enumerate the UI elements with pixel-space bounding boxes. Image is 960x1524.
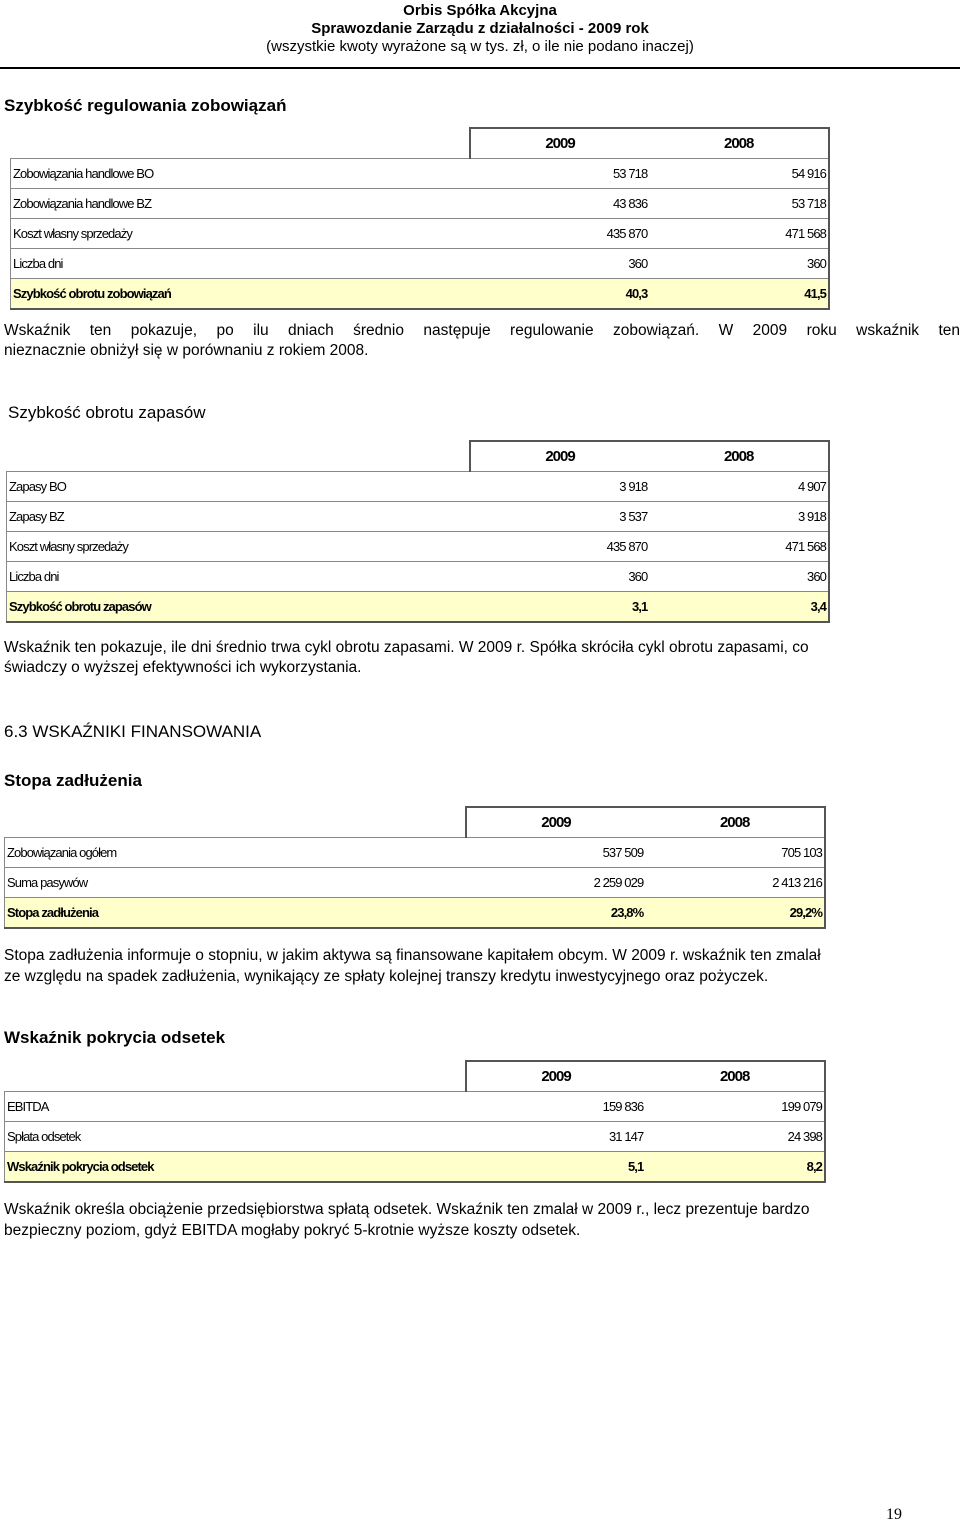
- value-2009: 435 870: [470, 532, 650, 562]
- table-summary-row: [5, 898, 826, 929]
- table-row: [7, 562, 830, 592]
- table-row: [5, 1122, 826, 1152]
- row-label: Spłata odsetek: [5, 1122, 466, 1152]
- row-label: Zapasy BZ: [7, 502, 470, 532]
- debt-description-line2: ze względu na spadek zadłużenia, wynikający ze spłaty kolejnej transzy kredytu inwestycyjnego oraz pożyczek.: [4, 968, 769, 985]
- value-2008: 24 398: [645, 1122, 825, 1152]
- inventory-turnover-table: [6, 440, 830, 623]
- section-title-liabilities-turnover: Szybkość regulowania zobowiązań: [4, 96, 287, 115]
- section-title-inventory-turnover: Szybkość obrotu zapasów: [8, 403, 206, 422]
- interest-description-line2: bezpieczny poziom, gdyż EBITDA mogłaby pokryć 5-krotnie wyższe koszty odsetek.: [4, 1222, 581, 1239]
- interest-description-line1: Wskaźnik określa obciążenie przedsiębiorstwa spłatą odsetek. Wskaźnik ten zmalał w 2009 r., lecz prezentuje bardzo: [4, 1201, 810, 1218]
- table-row: [5, 838, 826, 868]
- inventory-description-line1: Wskaźnik ten pokazuje, ile dni średnio trwa cykl obrotu zapasami. W 2009 r. Spółka skróciła cykl obrotu zapasami, co: [4, 639, 809, 656]
- row-label: Suma pasywów: [5, 868, 466, 898]
- table-row: [11, 219, 830, 249]
- table-row: [11, 249, 830, 279]
- table-row: [7, 502, 830, 532]
- liabilities-description-line2: nieznacznie obniżył się w porównaniu z rokiem 2008.: [4, 342, 369, 359]
- table-summary-row: [7, 592, 830, 623]
- value-2008: 360: [649, 249, 829, 279]
- value-2009: 435 870: [470, 219, 650, 249]
- interest-coverage-table: [4, 1060, 826, 1183]
- debt-ratio-table: [4, 806, 826, 929]
- value-2008: 53 718: [649, 189, 829, 219]
- row-label: Szybkość obrotu zapasów: [7, 592, 470, 623]
- value-2008: 29,2%: [645, 898, 825, 929]
- liabilities-description-line1: Wskaźnik ten pokazuje, po ilu dniach średnio następuje regulowanie zobowiązań. W 2009 roku wskaźnik ten: [4, 322, 960, 339]
- value-2009: 40,3: [470, 279, 650, 310]
- table-row: [7, 472, 830, 502]
- row-label: Zapasy BO: [7, 472, 470, 502]
- page-number: 19: [886, 1506, 902, 1523]
- report-title: Sprawozdanie Zarządu z działalności - 2009 rok: [311, 20, 649, 37]
- value-2009: 5,1: [466, 1152, 646, 1183]
- value-2009: 53 718: [470, 159, 650, 189]
- table-row: [5, 868, 826, 898]
- row-label: Zobowiązania handlowe BO: [11, 159, 470, 189]
- value-2009: 537 509: [466, 838, 646, 868]
- value-2009: 159 836: [466, 1092, 646, 1122]
- row-label: Liczba dni: [7, 562, 470, 592]
- row-label: Wskaźnik pokrycia odsetek: [5, 1152, 466, 1183]
- table-header-row: [7, 441, 830, 472]
- table-header-row: [11, 128, 830, 159]
- column-header-2009: 2009: [470, 441, 650, 472]
- value-2008: 360: [649, 562, 829, 592]
- table-row: [11, 189, 830, 219]
- value-2009: 23,8%: [466, 898, 646, 929]
- value-2008: 3,4: [649, 592, 829, 623]
- value-2009: 43 836: [470, 189, 650, 219]
- column-header-2009: 2009: [470, 128, 650, 159]
- table-summary-row: [11, 279, 830, 310]
- table-row: [5, 1092, 826, 1122]
- value-2008: 471 568: [649, 219, 829, 249]
- row-label: Stopa zadłużenia: [5, 898, 466, 929]
- value-2009: 3 537: [470, 502, 650, 532]
- value-2008: 8,2: [645, 1152, 825, 1183]
- amounts-note: (wszystkie kwoty wyrażone są w tys. zł, o ile nie podano inaczej): [266, 38, 694, 55]
- row-label: Zobowiązania ogółem: [5, 838, 466, 868]
- table-row: [7, 532, 830, 562]
- column-header-2008: 2008: [649, 128, 829, 159]
- section-heading-financing-ratios: 6.3 WSKAŹNIKI FINANSOWANIA: [4, 722, 262, 741]
- value-2009: 2 259 029: [466, 868, 646, 898]
- section-title-interest-coverage: Wskaźnik pokrycia odsetek: [4, 1028, 226, 1047]
- inventory-description-line2: świadczy o wyższej efektywności ich wykorzystania.: [4, 659, 362, 676]
- value-2009: 360: [470, 562, 650, 592]
- column-header-2008: 2008: [649, 441, 829, 472]
- column-header-2008: 2008: [645, 807, 825, 838]
- table-summary-row: [5, 1152, 826, 1183]
- value-2008: 41,5: [649, 279, 829, 310]
- column-header-2009: 2009: [466, 807, 646, 838]
- row-label: Koszt własny sprzedaży: [7, 532, 470, 562]
- column-header-2008: 2008: [645, 1061, 825, 1092]
- row-label: EBITDA: [5, 1092, 466, 1122]
- liabilities-turnover-table: [10, 127, 830, 310]
- value-2008: 471 568: [649, 532, 829, 562]
- value-2008: 2 413 216: [645, 868, 825, 898]
- value-2009: 3,1: [470, 592, 650, 623]
- row-label: Szybkość obrotu zobowiązań: [11, 279, 470, 310]
- table-header-row: [5, 1061, 826, 1092]
- table-row: [11, 159, 830, 189]
- value-2008: 705 103: [645, 838, 825, 868]
- value-2008: 3 918: [649, 502, 829, 532]
- table-header-row: [5, 807, 826, 838]
- column-header-2009: 2009: [466, 1061, 646, 1092]
- row-label: Zobowiązania handlowe BZ: [11, 189, 470, 219]
- header-divider: [0, 67, 960, 69]
- value-2009: 3 918: [470, 472, 650, 502]
- debt-description-line1: Stopa zadłużenia informuje o stopniu, w jakim aktywa są finansowane kapitałem obcym. W 2009 r. wskaźnik ten zmalał: [4, 947, 821, 964]
- company-name: Orbis Spółka Akcyjna: [403, 2, 557, 19]
- value-2008: 4 907: [649, 472, 829, 502]
- section-title-debt-ratio: Stopa zadłużenia: [4, 771, 142, 790]
- row-label: Liczba dni: [11, 249, 470, 279]
- value-2009: 360: [470, 249, 650, 279]
- value-2009: 31 147: [466, 1122, 646, 1152]
- value-2008: 199 079: [645, 1092, 825, 1122]
- value-2008: 54 916: [649, 159, 829, 189]
- row-label: Koszt własny sprzedaży: [11, 219, 470, 249]
